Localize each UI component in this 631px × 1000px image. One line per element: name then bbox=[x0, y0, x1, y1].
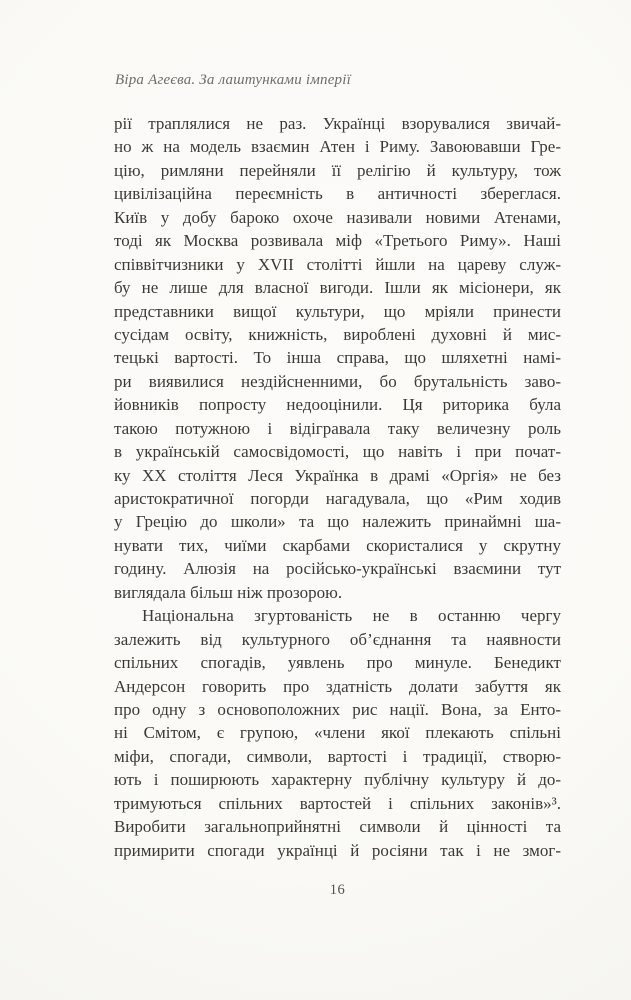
text-line: тоді як Москва розвивала міф «Третього Риму». Наші bbox=[114, 231, 561, 251]
text-line: аристократичної погорди нагадувала, що «Рим ходив bbox=[114, 489, 561, 508]
page-text bbox=[114, 112, 561, 862]
text-line: тримуються спільних вартостей і спільних законів»³. bbox=[114, 793, 561, 813]
text-line: в українській самосвідомості, що навіть і при почат- bbox=[114, 442, 561, 462]
text-line: співвітчизники у XVII столітті йшли на цареву служ- bbox=[114, 254, 561, 274]
text-line: залежить від культурного об’єднання та наявности bbox=[114, 629, 561, 649]
text-line: про одну з основоположних рис нації. Вона, за Енто- bbox=[114, 699, 561, 719]
text-line: ку XX століття Леся Українка в драмі «Оргія» не без bbox=[114, 465, 561, 485]
text-line: йовників попросту недооцінили. Ця риторика була bbox=[114, 395, 561, 415]
text-line: представники вищої культури, що мріяли принести bbox=[114, 301, 561, 321]
page-number: 16 bbox=[329, 882, 346, 898]
text-line: тецькі вартості. То інша справа, що шляхетні намі- bbox=[114, 348, 561, 368]
text-line: Виробити загальноприйнятні символи й цінності та bbox=[114, 817, 561, 837]
text-line: цію, римляни перейняли її релігію й культуру, тож bbox=[114, 160, 561, 180]
text-line: міфи, спогади, символи, вартості і традиції, створю- bbox=[114, 746, 561, 766]
text-line: рії траплялися не раз. Українці взорувалися звичай- bbox=[114, 114, 561, 133]
text-line: годину. Алюзія на російсько-українські взаємини тут bbox=[114, 559, 561, 579]
text-line: виглядала більш ніж прозорою. bbox=[114, 582, 343, 602]
text-line: но ж на модель взаємин Атен і Риму. Завоювавши Гре- bbox=[114, 137, 561, 157]
text-line paragraph-start: Національна згуртованість не в останню чергу bbox=[142, 606, 561, 626]
text-line: цивілізаційна переємність в античності збереглася. bbox=[114, 184, 561, 204]
text-line: ють і поширюють характерну публічну культуру й до- bbox=[114, 770, 561, 790]
text-line: спільних спогадів, уявлень про минуле. Бенедикт bbox=[114, 653, 561, 673]
text-line: примирити спогади українці й росіяни так і не змог- bbox=[114, 840, 561, 860]
text-line: у Грецію до школи» та що належить принаймні ша- bbox=[114, 512, 561, 532]
text-line: бу не лише для власної вигоди. Ішли як місіонери, як bbox=[114, 278, 561, 298]
text-line: такою потужною і відігравала таку величезну роль bbox=[114, 418, 561, 438]
text-line: Київ у добу бароко охоче називали новими Атенами, bbox=[114, 207, 561, 227]
running-header: Віра Агеєва. За лаштунками імперії bbox=[115, 72, 351, 88]
text-line: ні Смітом, є групою, «члени якої плекають спільні bbox=[114, 723, 561, 743]
text-line: ри виявилися нездійсненними, бо брутальність заво- bbox=[114, 371, 561, 391]
text-line: сусідам освіту, книжність, вироблені духовні й мис- bbox=[114, 324, 561, 344]
text-line: нувати тих, чиїми скарбами скористалися у скрутну bbox=[114, 535, 561, 555]
text-line: Андерсон говорить про здатність долати забуття як bbox=[114, 676, 561, 696]
